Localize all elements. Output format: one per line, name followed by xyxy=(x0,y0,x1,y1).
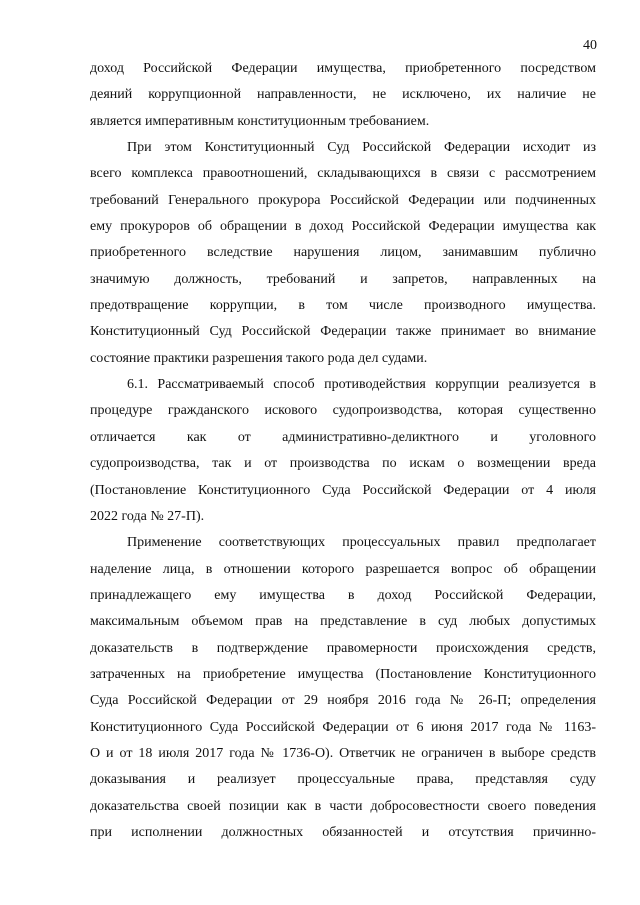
text-line: при исполнении должностных обязанностей и отсутствия причинно- xyxy=(90,824,596,840)
text-line: доказательств в подтверждение правомерности происхождения средств, xyxy=(90,640,596,656)
text-line: Конституционного Суда Российской Федерации от 6 июня 2017 года № 1163- xyxy=(90,719,596,735)
text-line: всего комплекса правоотношений, складывающихся в связи с рассмотрением xyxy=(90,166,596,182)
text-line: О и от 18 июля 2017 года № 1736-О). Ответчик не ограничен в выборе средств xyxy=(90,745,596,761)
text-line: Применение соответствующих процессуальных правил предполагает xyxy=(127,535,596,551)
paragraph xyxy=(90,530,596,846)
text-line: состояние практики разрешения такого рода дел судами. xyxy=(90,350,428,366)
text-line: доход Российской Федерации имущества, приобретенного посредством xyxy=(90,61,596,76)
text-line: требований Генерального прокурора Российской Федерации или подчиненных xyxy=(90,192,596,208)
text-line: 6.1. Рассматриваемый способ противодействия коррупции реализуется в xyxy=(127,377,596,393)
text-line: приобретенного вследствие нарушения лицом, занимавшим публично xyxy=(90,245,596,261)
text-line: является императивным конституционным требованием. xyxy=(90,113,430,129)
text-line: предотвращение коррупции, в том числе производного имущества. xyxy=(90,298,596,314)
text-line: 2022 года № 27-П). xyxy=(90,508,205,524)
text-line: отличается как от административно-деликтного и уголовного xyxy=(90,429,596,445)
text-line: принадлежащего ему имущества в доход Российской Федерации, xyxy=(90,587,596,603)
text-line: судопроизводства, так и от производства по искам о возмещении вреда xyxy=(90,456,596,472)
text-line: доказательства своей позиции как в части добросовестности своего поведения xyxy=(90,798,596,814)
text-line: деяний коррупционной направленности, не исключено, их наличие не xyxy=(90,87,596,103)
text-line: Конституционный Суд Российской Федерации также принимает во внимание xyxy=(90,324,596,340)
paragraph xyxy=(90,56,596,135)
text-line: процедуре гражданского искового судопроизводства, которая существенно xyxy=(90,403,596,419)
paragraph xyxy=(90,372,596,530)
text-line: наделение лица, в отношении которого разрешается вопрос об обращении xyxy=(90,561,596,577)
text-line: При этом Конституционный Суд Российской Федерации исходит из xyxy=(127,140,596,156)
text-line: ему прокуроров об обращении в доход Российской Федерации имущества как xyxy=(90,219,596,235)
text-line: Суда Российской Федерации от 29 ноября 2016 года № 26-П; определения xyxy=(90,693,596,709)
document-body xyxy=(90,56,596,846)
page-number: 40 xyxy=(583,38,597,53)
paragraph xyxy=(90,135,596,372)
text-line: (Постановление Конституционного Суда Российской Федерации от 4 июля xyxy=(90,482,596,498)
text-line: значимую должность, требований и запретов, направленных на xyxy=(90,271,596,287)
text-line: затраченных на приобретение имущества (Постановление Конституционного xyxy=(90,666,596,682)
text-line: доказывания и реализует процессуальные права, представляя суду xyxy=(90,772,596,788)
text-line: максимальным объемом прав на представление в суд любых допустимых xyxy=(90,614,596,630)
